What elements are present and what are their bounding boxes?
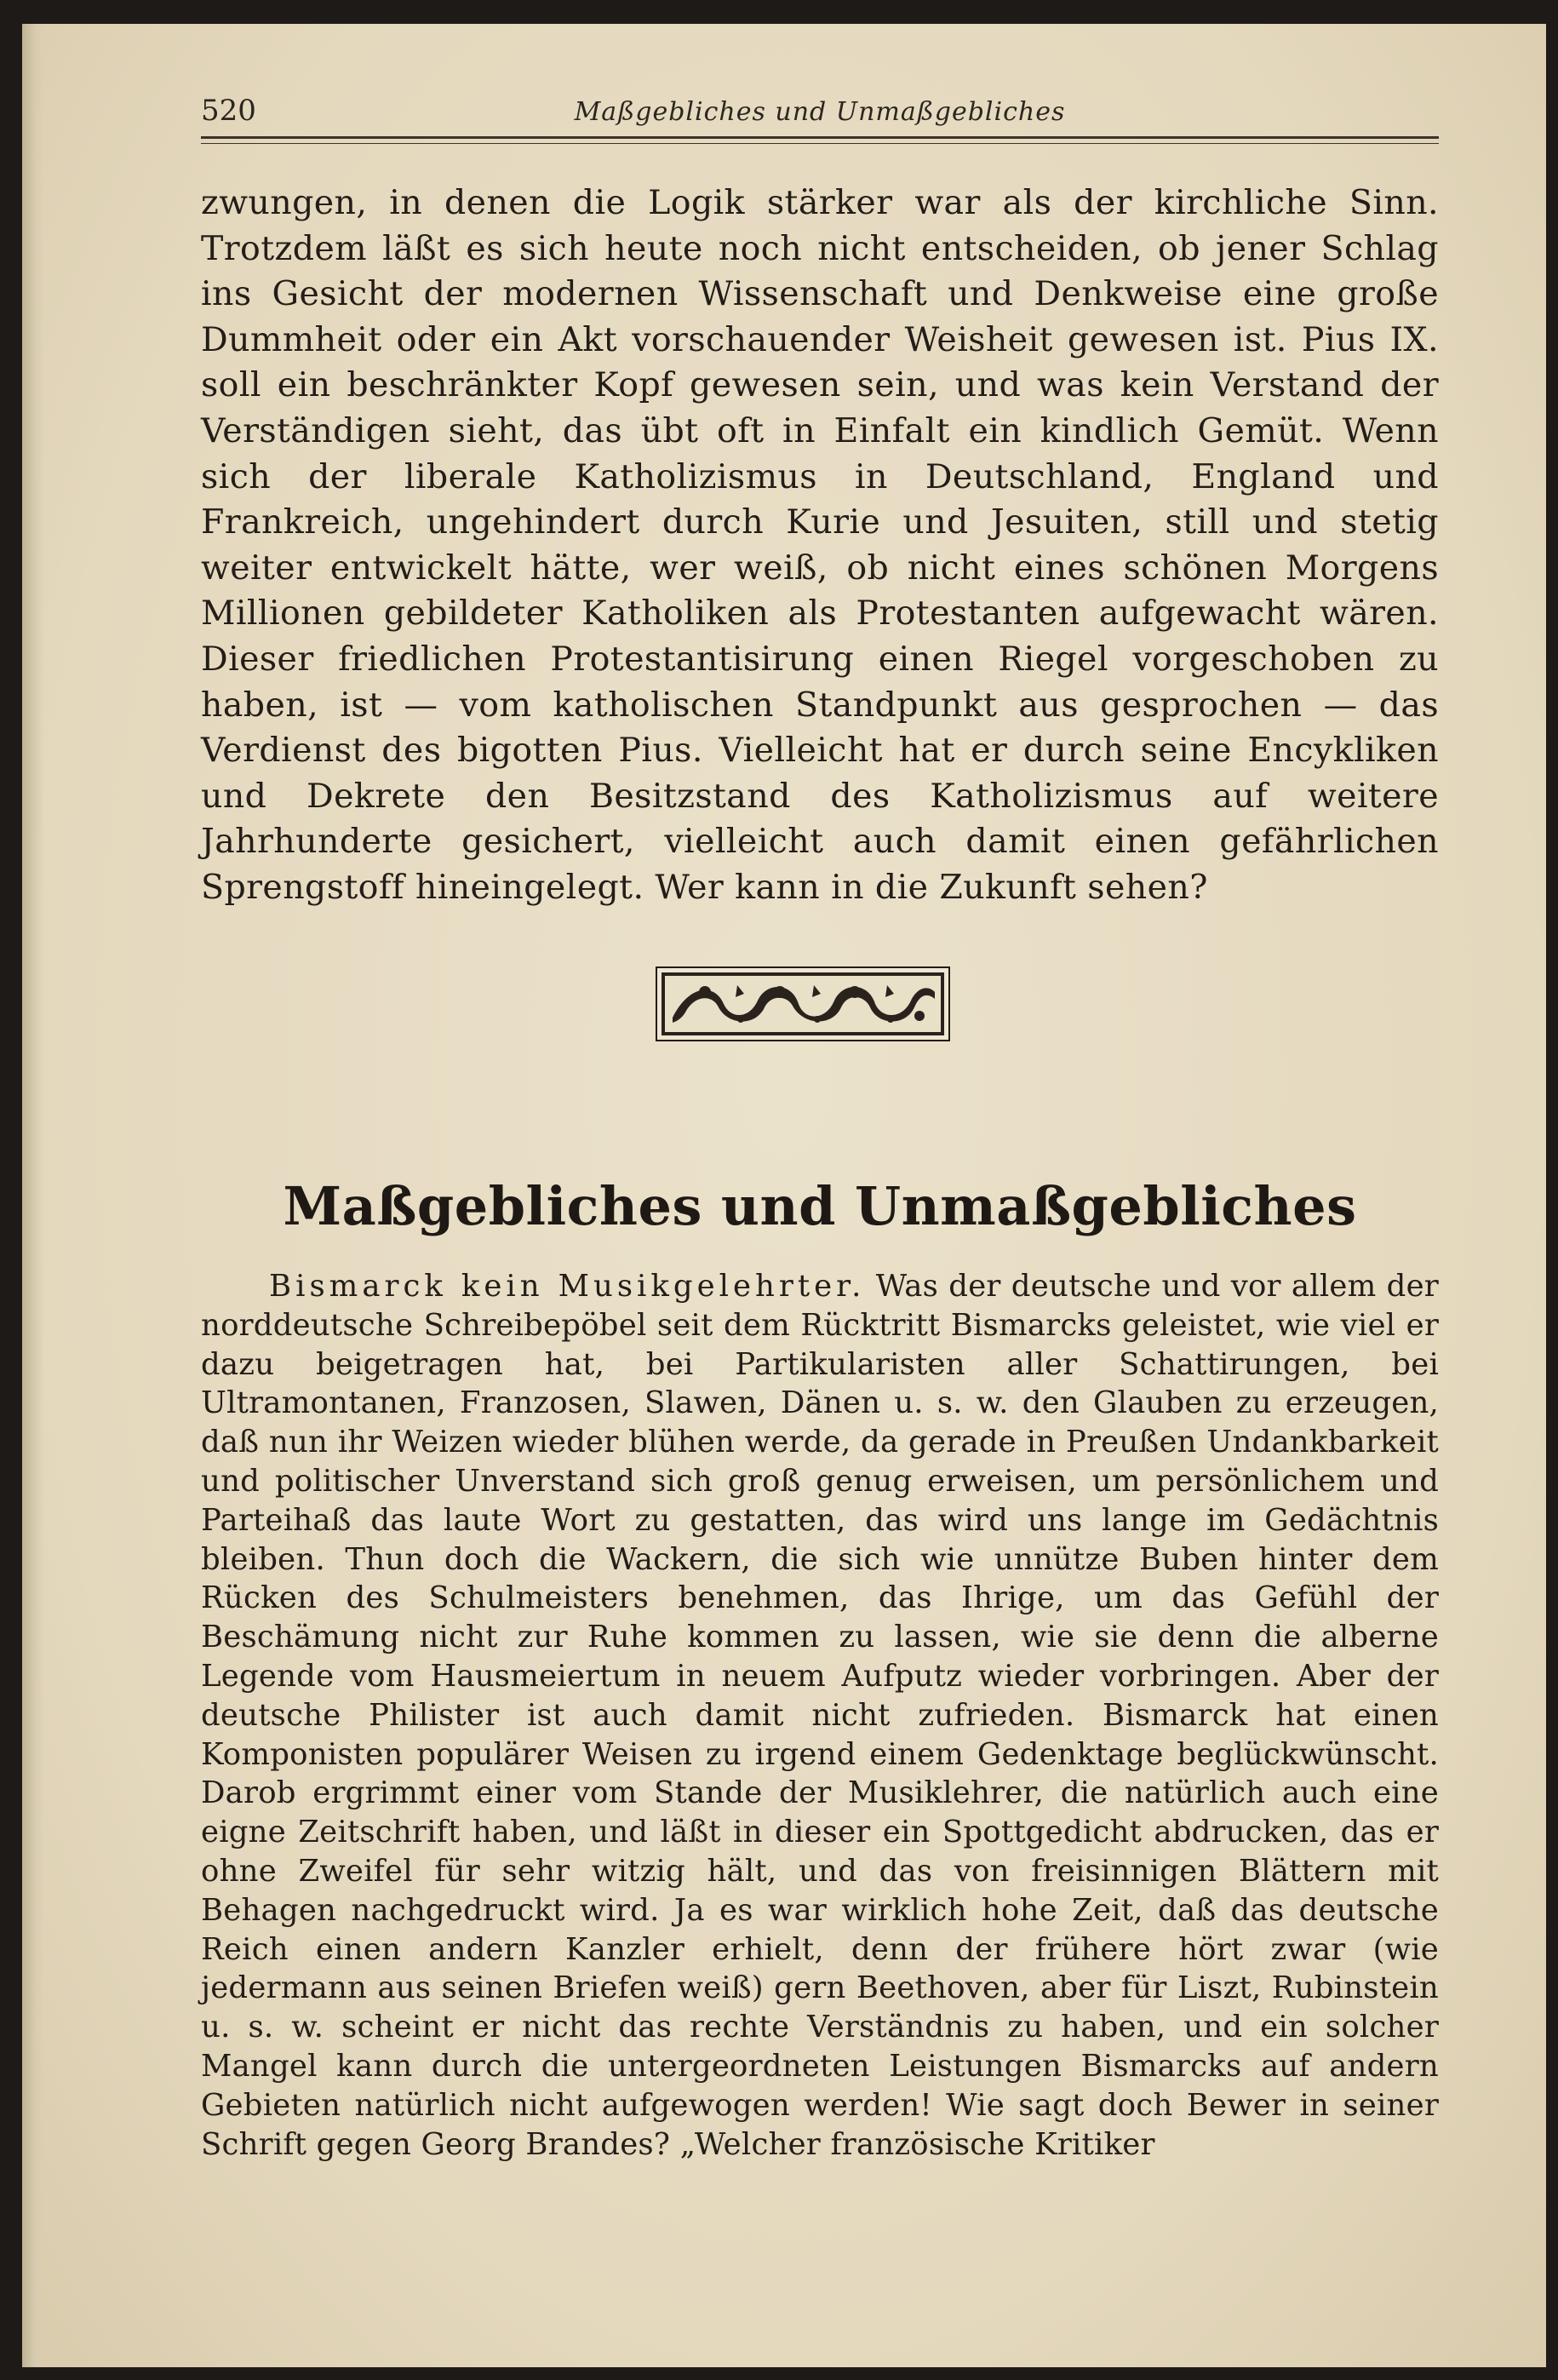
running-title: Maßgebliches und Unmaßgebliches (574, 97, 1066, 127)
article-body: Was der deutsche und vor allem der norddeutsche Schreibepöbel seit dem Rücktritt Bismarcks geleistet, wie viel er dazu beigetragen hat, bei Partikularisten aller Schattirungen, bei Ultramontanen, Franzosen, Slawen, Dänen u. s. w. den Glauben zu erzeugen, daß nun ihr Weizen wieder blühen werde, da gerade in Preußen Undankbarkeit und politischer Unverstand sich groß genug erweisen, um persönlichem und Parteihaß das laute Wort zu gestatten, das wird uns lange im Gedächtnis bleiben. Thun doch die Wackern, die sich wie unnütze Buben hinter dem Rücken des Schulmeisters benehmen, das Ihrige, um das Gefühl der Beschämung nicht zur Ruhe kommen zu lassen, wie sie denn die alberne Legende vom Hausmeiertum in neuem Aufputz wieder vorbringen. Aber der deutsche Philister ist auch damit nicht zufrieden. Bismarck hat einen Komponisten populärer Weisen zu irgend einem Gedenktage beglückwünscht. Darob ergrimmt einer vom Stande der Musiklehrer, die natürlich auch eine eigne Zeitschrift haben, und läßt in dieser ein Spottgedicht abdrucken, das er ohne Zweifel für sehr witzig hält, und das von freisinnigen Blättern mit Behagen nachgedruckt wird. Ja es war wirklich hohe Zeit, daß das deutsche Reich einen andern Kanzler erhielt, denn der frühere hört zwar (wie jedermann aus seinen Briefen weiß) gern Beethoven, aber für Liszt, Rubinstein u. s. w. scheint er nicht das rechte Verständnis zu haben, und ein solcher Mangel kann durch die untergeordneten Leistungen Bismarcks auf andern Gebieten natürlich nicht aufgewogen werden! Wie sagt doch Bewer in seiner Schrift gegen Georg Brandes? „Welcher französische Kritiker (201, 1269, 1439, 2162)
floral-ornament-icon (656, 966, 950, 1041)
section-title: Maßgebliches und Unmaßgebliches (283, 1175, 1357, 1237)
article-paragraph (201, 1267, 1439, 2164)
page-number: 520 (201, 94, 256, 128)
header-rule-thin (201, 143, 1439, 144)
header-rule-thick (201, 136, 1439, 139)
page-gutter-shadow (22, 24, 44, 2367)
continuation-paragraph: zwungen, in denen die Logik stärker war als der kirchliche Sinn. Trotzdem läßt es sich heute noch nicht entscheiden, ob jener Schlag ins Gesicht der modernen Wissenschaft und Denkweise eine große Dummheit oder ein Akt vorschauender Weisheit gewesen ist. Pius IX. soll ein beschränkter Kopf gewesen sein, und was kein Verstand der Verständigen sieht, das übt oft in Einfalt ein kindlich Gemüt. Wenn sich der liberale Katholizismus in Deutschland, England und Frankreich, ungehindert durch Kurie und Jesuiten, still und stetig weiter entwickelt hätte, wer weiß, ob nicht eines schönen Morgens Millionen gebildeter Katholiken als Protestanten aufgewacht wären. Dieser friedlichen Protestantisirung einen Riegel vorgeschoben zu haben, ist — vom katholischen Standpunkt aus gesprochen — das Verdienst des bigotten Pius. Vielleicht hat er durch seine Encykliken und Dekrete den Besitzstand des Katholizismus auf weitere Jahrhunderte gesichert, vielleicht auch damit einen gefährlichen Sprengstoff hineingelegt. Wer kann in die Zukunft sehen? (201, 183, 1439, 907)
article-heading: Bismarck kein Musikgelehrter. (269, 1269, 866, 1304)
